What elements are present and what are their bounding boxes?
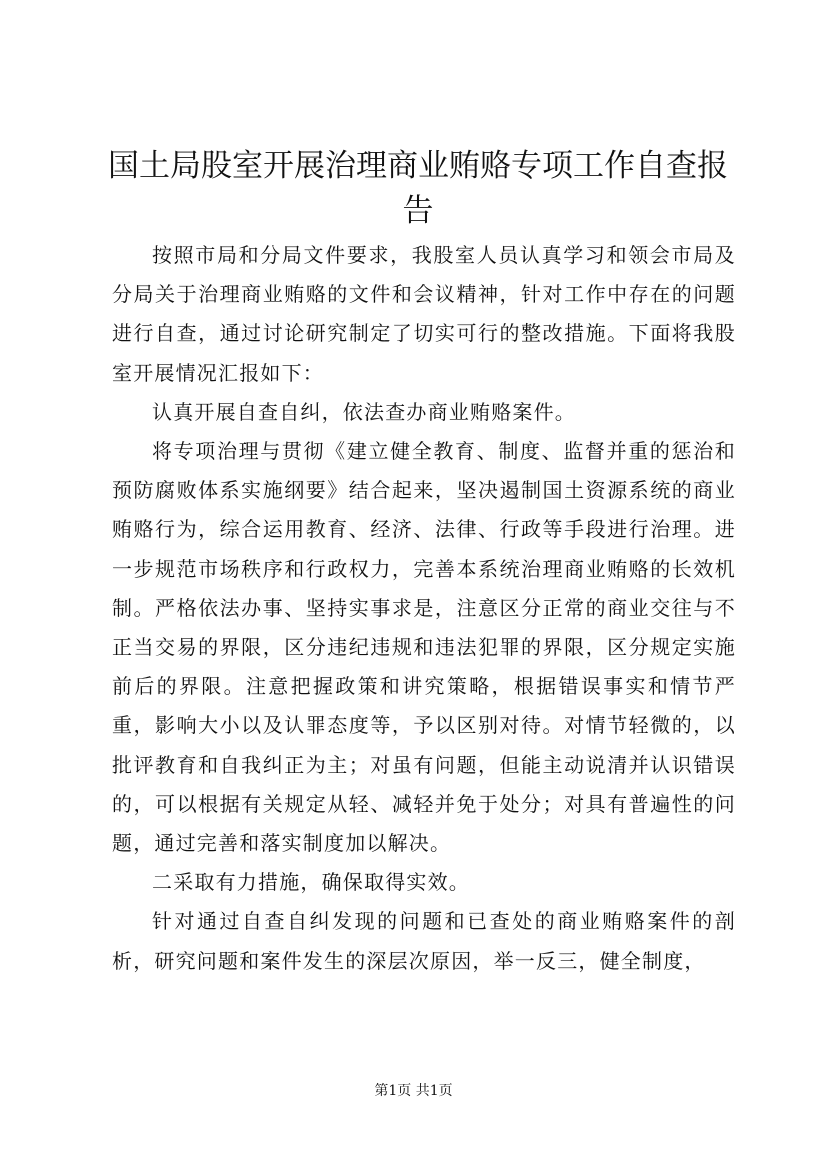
paragraph-body-1: 将专项治理与贯彻《建立健全教育、制度、监督并重的惩治和预防腐败体系实施纲要》结合起来，坚决遏制国土资源系统的商业贿赂行为，综合运用教育、经济、法律、行政等手段进行治理。进一步规范市场秩序和行政权力，完善本系统治理商业贿赂的长效机制。严格依法办事、坚持实事求是，注意区分正常的商业交往与不正当交易的界限，区分违纪违规和违法犯罪的界限，区分规定实施前后的界限。注意把握政策和讲究策略，根据错误事实和情节严重，影响大小以及认罪态度等，予以区别对待。对情节轻微的，以批评教育和自我纠正为主；对虽有问题，但能主动说清并认识错误的，可以根据有关规定从轻、减轻并免于处分；对具有普遍性的问题，通过完善和落实制度加以解决。 <box>112 439 736 856</box>
page-footer: 第1页 共1页 <box>374 1083 453 1099</box>
paragraph-intro: 按照市局和分局文件要求，我股室人员认真学习和领会市局及分局关于治理商业贿赂的文件和会议精神，针对工作中存在的问题进行自查，通过讨论研究制定了切实可行的整改措施。下面将我股室开展情况汇报如下： <box>112 243 736 385</box>
paragraph-heading-1: 认真开展自查自纠，依法查办商业贿赂案件。 <box>152 399 576 424</box>
document-body <box>112 236 736 981</box>
paragraph-body-2: 针对通过自查自纠发现的问题和已查处的商业贿赂案件的剖析，研究问题和案件发生的深层次原因，举一反三，健全制度， <box>112 909 736 973</box>
document-title: 国土局股室开展治理商业贿赂专项工作自查报告 <box>108 148 728 229</box>
paragraph-heading-2: 二采取有力措施，确保取得实效。 <box>152 870 470 895</box>
